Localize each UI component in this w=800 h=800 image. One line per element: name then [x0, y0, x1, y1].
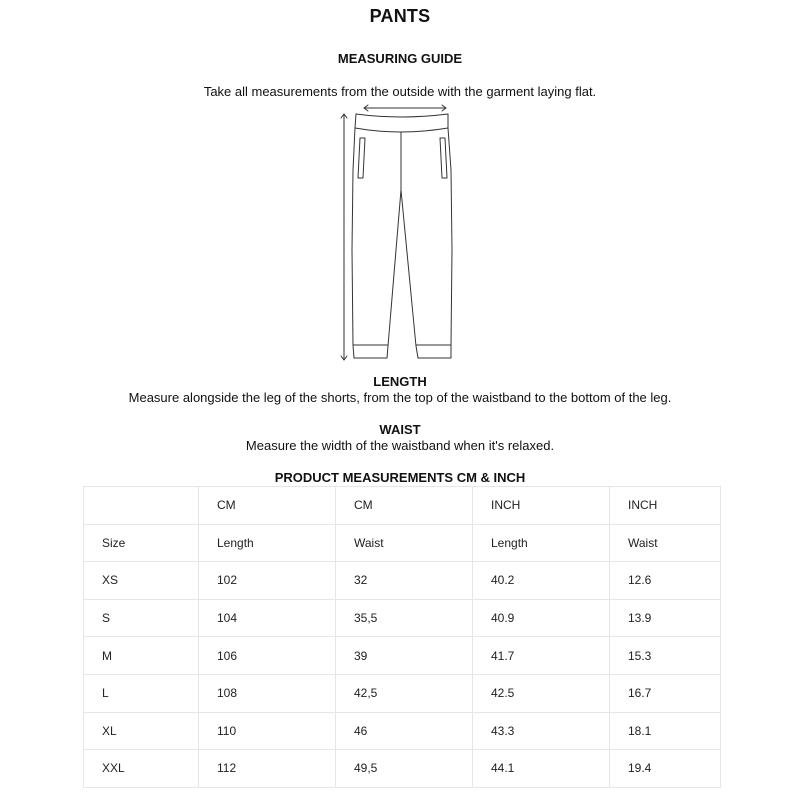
length-heading: LENGTH	[373, 374, 427, 389]
table-cell: 43.3	[473, 712, 610, 750]
table-cell: 42,5	[336, 674, 473, 712]
table-cell: 12.6	[610, 562, 721, 600]
table-cell: CM	[199, 487, 336, 525]
table-row	[84, 712, 721, 750]
table-cell: 15.3	[610, 637, 721, 675]
waist-description: Measure the width of the waistband when it's relaxed.	[245, 438, 555, 453]
unit-row	[84, 487, 721, 525]
table-cell: 41.7	[473, 637, 610, 675]
table-cell: Size	[84, 524, 199, 562]
table-row	[84, 750, 721, 788]
table-cell: 106	[199, 637, 336, 675]
table-row	[84, 674, 721, 712]
table-cell: 49,5	[336, 750, 473, 788]
waist-heading: WAIST	[379, 422, 421, 437]
table-cell: INCH	[473, 487, 610, 525]
table-cell: 16.7	[610, 674, 721, 712]
table-cell: Waist	[610, 524, 721, 562]
table-cell: CM	[336, 487, 473, 525]
table-cell: L	[84, 674, 199, 712]
table-cell: 44.1	[473, 750, 610, 788]
table-cell: 102	[199, 562, 336, 600]
pants-diagram-icon	[330, 100, 470, 365]
page-title: PANTS	[369, 6, 431, 26]
table-cell: 40.2	[473, 562, 610, 600]
table-cell: 42.5	[473, 674, 610, 712]
measurements-table-title: PRODUCT MEASUREMENTS CM & INCH	[274, 470, 526, 485]
table-cell: 108	[199, 674, 336, 712]
table-row	[84, 637, 721, 675]
table-cell: 35,5	[336, 599, 473, 637]
table-cell: M	[84, 637, 199, 675]
table-cell: 39	[336, 637, 473, 675]
table-row	[84, 599, 721, 637]
table-cell: Length	[473, 524, 610, 562]
table-cell: XS	[84, 562, 199, 600]
table-cell: 46	[336, 712, 473, 750]
table-cell: XL	[84, 712, 199, 750]
measurements-table	[83, 486, 721, 788]
table-cell: INCH	[610, 487, 721, 525]
table-cell: 104	[199, 599, 336, 637]
table-cell: XXL	[84, 750, 199, 788]
measuring-instruction: Take all measurements from the outside with the garment laying flat.	[203, 84, 597, 99]
table-cell: 18.1	[610, 712, 721, 750]
table-cell: 40.9	[473, 599, 610, 637]
table-cell	[84, 487, 199, 525]
table-row	[84, 562, 721, 600]
table-cell: 13.9	[610, 599, 721, 637]
header-row	[84, 524, 721, 562]
length-description: Measure alongside the leg of the shorts, from the top of the waistband to the bottom of the leg.	[128, 390, 672, 405]
table-cell: 110	[199, 712, 336, 750]
table-cell: Waist	[336, 524, 473, 562]
table-cell: Length	[199, 524, 336, 562]
table-cell: 112	[199, 750, 336, 788]
table-cell: 32	[336, 562, 473, 600]
table-cell: S	[84, 599, 199, 637]
measuring-guide-heading: MEASURING GUIDE	[337, 51, 463, 66]
table-cell: 19.4	[610, 750, 721, 788]
